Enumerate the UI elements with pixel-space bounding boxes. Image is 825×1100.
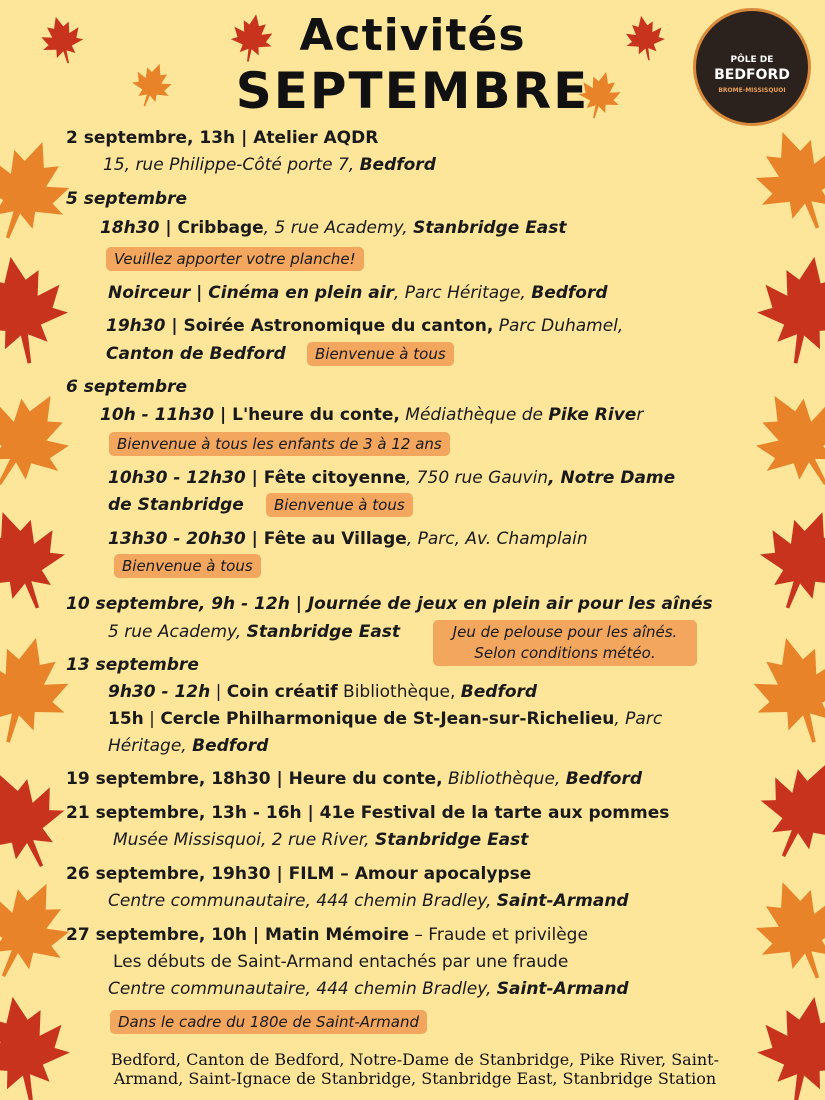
event-time: 10h - 11h30 | bbox=[100, 405, 233, 425]
address-text: 5 rue Academy, bbox=[108, 622, 247, 642]
event-name: Cinéma en plein air bbox=[208, 283, 394, 303]
event-heading: 2 septembre, 13h | Atelier AQDR bbox=[66, 128, 379, 148]
event-heading: 19 septembre, 18h30 | Heure du conte, bbox=[66, 769, 443, 789]
town-text: Bedford bbox=[565, 769, 643, 789]
town-text: Bedford bbox=[359, 155, 436, 175]
note-tag-line-2: Selon conditions météo. bbox=[474, 644, 656, 662]
address-text: Bibliothèque, bbox=[337, 682, 461, 702]
logo-line-2: BEDFORD bbox=[714, 67, 790, 83]
note-tag: Dans le cadre du 180e de Saint-Armand bbox=[110, 1010, 427, 1034]
event-line bbox=[108, 708, 662, 730]
event-heading: 26 septembre, 19h30 | FILM – Amour apocalypse bbox=[66, 864, 532, 884]
town-text: Stanbridge East bbox=[413, 218, 567, 238]
address-text: Médiathèque de bbox=[399, 405, 549, 425]
town-text: Saint-Armand bbox=[496, 979, 629, 999]
address-text: Héritage, bbox=[108, 736, 193, 756]
town-text: Canton de Bedford bbox=[106, 344, 286, 364]
address-text: 15, rue Philippe-Côté porte 7, bbox=[103, 155, 360, 175]
event-line bbox=[66, 924, 588, 946]
address-text: , Parc Héritage, bbox=[393, 283, 532, 303]
event-address bbox=[113, 829, 528, 851]
address-text: Parc Duhamel, bbox=[493, 316, 624, 336]
event-time: 15h bbox=[108, 709, 144, 729]
event-address bbox=[108, 890, 629, 912]
note-tag: Bienvenue à tous les enfants de 3 à 12 ans bbox=[109, 432, 450, 456]
event-name: L'heure du conte, bbox=[232, 405, 400, 425]
town-text: Stanbridge East bbox=[374, 830, 529, 850]
date-heading: 13 septembre bbox=[66, 655, 199, 675]
event-line bbox=[108, 528, 588, 550]
event-line bbox=[100, 217, 567, 239]
town-text: Bedford bbox=[531, 283, 608, 303]
event-time: 10h30 - 12h30 | bbox=[108, 468, 264, 488]
town-text: de Stanbridge bbox=[108, 495, 244, 515]
address-text: , Parc bbox=[614, 709, 663, 729]
address-text: Musée Missisquoi, 2 rue River, bbox=[113, 830, 375, 850]
event-heading: 27 septembre, 10h | Matin Mémoire bbox=[66, 925, 409, 945]
note-tag-line-1: Jeu de pelouse pour les aînés. bbox=[452, 623, 678, 641]
address-text: , 750 rue Gauvin bbox=[405, 468, 549, 488]
event-address bbox=[108, 621, 400, 643]
address-text: , Parc, Av. Champlain bbox=[406, 529, 588, 549]
title-line-2: SEPTEMBRE bbox=[235, 62, 590, 120]
town-text: Stanbridge East bbox=[246, 622, 401, 642]
leaf-icon bbox=[0, 249, 75, 372]
event-description: Les débuts de Saint-Armand entachés par une fraude bbox=[113, 952, 569, 972]
note-tag: Bienvenue à tous bbox=[307, 342, 454, 366]
event-address bbox=[103, 154, 436, 176]
event-name: Coin créatif bbox=[226, 682, 338, 702]
town-text: , Notre Dame bbox=[548, 468, 676, 488]
address-text: Centre communautaire, 444 chemin Bradley, bbox=[108, 891, 497, 911]
date-heading: 6 septembre bbox=[66, 377, 188, 397]
event-line bbox=[108, 282, 608, 304]
leaf-icon bbox=[743, 745, 825, 875]
event-name: Cercle Philharmonique de St-Jean-sur-Richelieu bbox=[160, 709, 615, 729]
footer-towns bbox=[60, 1050, 770, 1088]
logo-line-1: PÔLE DE bbox=[730, 55, 774, 65]
address-text: , 5 rue Academy, bbox=[263, 218, 414, 238]
separator: | bbox=[210, 682, 227, 702]
note-tag bbox=[433, 620, 697, 666]
town-text: Saint-Armand bbox=[496, 891, 629, 911]
town-text: Bedford bbox=[192, 736, 269, 756]
event-heading: 10 septembre, 9h - 12h | Journée de jeux en plein air pour les aînés bbox=[66, 594, 713, 614]
leaf-icon bbox=[746, 497, 825, 623]
footer-line-1: Bedford, Canton de Bedford, Notre-Dame de Stanbridge, Pike River, Saint- bbox=[111, 1050, 719, 1069]
leaf-icon bbox=[736, 374, 825, 507]
event-line bbox=[106, 315, 623, 337]
separator: | bbox=[143, 709, 161, 729]
leaf-icon bbox=[750, 249, 825, 372]
address-text: Centre communautaire, 444 chemin Bradley, bbox=[108, 979, 497, 999]
leaf-icon bbox=[741, 117, 825, 243]
event-time: 9h30 - 12h bbox=[108, 682, 211, 702]
title-line-1: Activités bbox=[299, 10, 526, 61]
logo-line-3: BROME-MISSISQUOI bbox=[718, 87, 786, 94]
leaf-icon bbox=[741, 867, 825, 993]
note-tag: Veuillez apporter votre planche! bbox=[106, 247, 364, 271]
event-time: 13h30 - 20h30 | bbox=[108, 529, 264, 549]
town-text-end: r bbox=[636, 405, 644, 425]
date-heading: 5 septembre bbox=[66, 189, 188, 209]
note-tag: Bienvenue à tous bbox=[266, 493, 413, 517]
event-name: Fête au Village bbox=[263, 529, 407, 549]
event-address bbox=[108, 978, 629, 1000]
leaf-icon bbox=[741, 626, 825, 755]
event-time: 19h30 | bbox=[106, 316, 184, 336]
event-line bbox=[66, 768, 642, 790]
event-name: Fête citoyenne bbox=[263, 468, 406, 488]
pole-de-bedford-logo bbox=[693, 8, 811, 126]
event-time: Noirceur | bbox=[108, 283, 209, 303]
event-name: Cribbage bbox=[177, 218, 264, 238]
event-line bbox=[108, 681, 537, 703]
event-time: 18h30 | bbox=[100, 218, 178, 238]
event-subtitle: – Fraude et privilège bbox=[408, 925, 588, 945]
event-heading: 21 septembre, 13h - 16h | 41e Festival de la tarte aux pommes bbox=[66, 803, 670, 823]
event-line bbox=[108, 467, 675, 489]
event-address bbox=[108, 735, 268, 757]
town-text: Bedford bbox=[460, 682, 538, 702]
event-line bbox=[100, 404, 643, 426]
note-tag: Bienvenue à tous bbox=[114, 554, 261, 578]
leaf-icon bbox=[0, 626, 81, 755]
address-text: Bibliothèque, bbox=[442, 769, 566, 789]
town-text: Pike Rive bbox=[548, 405, 637, 425]
footer-line-2: Armand, Saint-Ignace de Stanbridge, Stanbridge East, Stanbridge Station bbox=[113, 1069, 717, 1088]
event-name: Soirée Astronomique du canton, bbox=[183, 316, 494, 336]
